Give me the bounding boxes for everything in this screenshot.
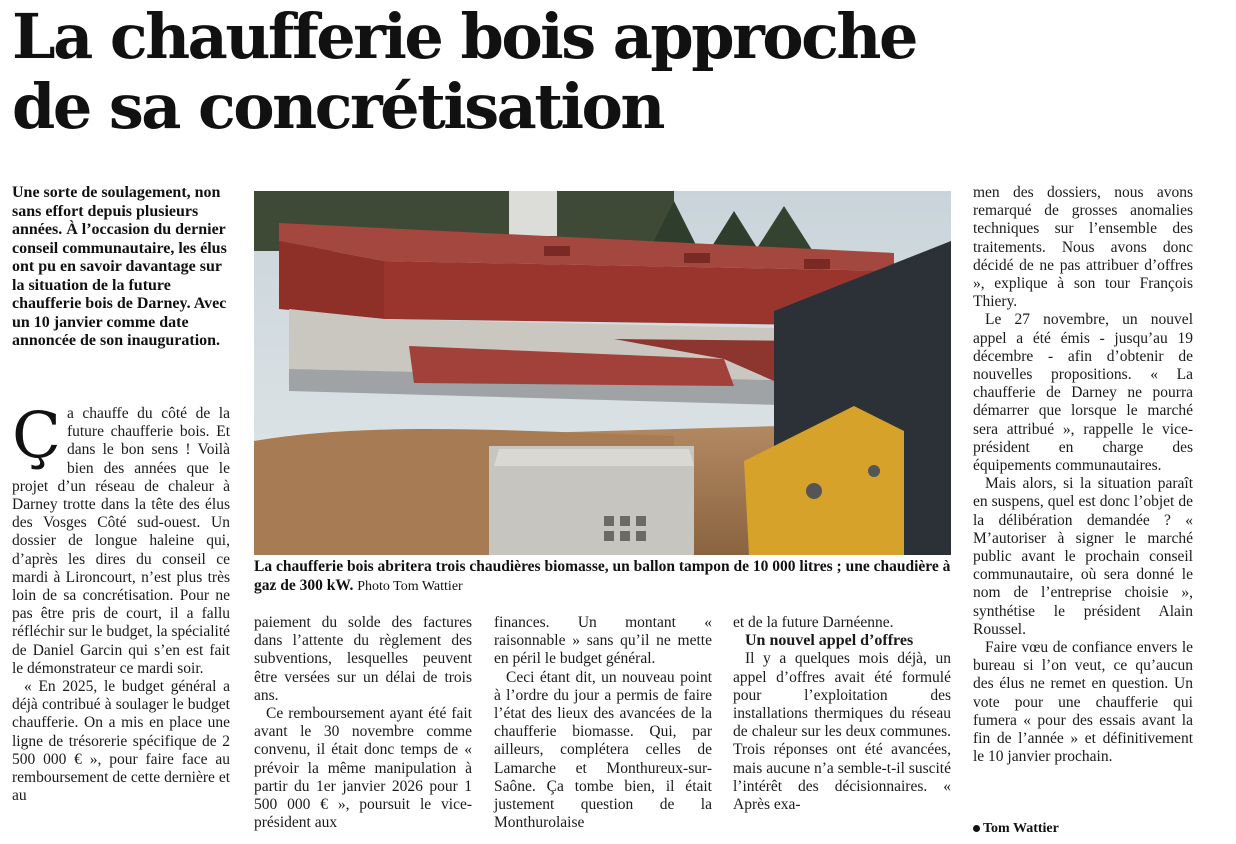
headline-line-2: de sa concrétisation xyxy=(12,70,663,143)
section-subheading: Un nouvel appel d’offres xyxy=(745,632,914,650)
column-5 xyxy=(973,184,1193,767)
column-2 xyxy=(254,614,472,832)
paragraph: Ceci étant dit, un nouveau point à l’ordre du jour a permis de faire l’état des lieux des avancées de la chaufferie biomasse. Qui, par ailleurs, complétera celles de Lamarche et Monthureux-sur-Saône. Ça tombe bien, il était justement question de la Monthurolaise xyxy=(494,668,712,832)
article-headline xyxy=(12,2,1222,142)
paragraph: finances. Un montant « raisonnable » sans qu’il ne mette en péril le budget général. xyxy=(494,614,712,668)
photo-credit: Photo Tom Wattier xyxy=(357,578,463,594)
column-3 xyxy=(494,614,712,832)
paragraph: « En 2025, le budget général a déjà contribué à soulager le budget chaufferie. On a mis en place une ligne de trésorerie spécifique de 2 500 000 € », pour faire face au remboursement de cette dernière et au xyxy=(12,678,230,805)
caption-text: La chaufferie bois abritera trois chaudières biomasse, un ballon tampon de 10 000 litres ; une chaudière à gaz de 300 kW. xyxy=(254,558,951,594)
drop-cap: Ç xyxy=(12,399,61,473)
paragraph: men des dossiers, nous avons remarqué de grosses anomalies techniques sur l’ensemble des traitements. Nous avons donc décidé de ne pas attribuer d’offres », explique à son tour François Thiery. xyxy=(973,184,1193,311)
paragraph: Ce remboursement ayant été fait avant le 30 novembre comme convenu, il était donc temps de « prévoir la même manipulation à partir du 1er janvier 2026 pour 1 500 000 € », poursuit le vice-président aux xyxy=(254,705,472,832)
column-1 xyxy=(12,399,230,805)
headline-line-1: La chaufferie bois approche xyxy=(12,0,916,73)
author-name: Tom Wattier xyxy=(983,821,1059,836)
paragraph: Mais alors, si la situation paraît en suspens, quel est donc l’objet de la délibération demandée ? « M’autoriser à signer le marché public avant le prochain conseil communautaire, où sera donné le nom de l’entreprise choisie », synthétise le président Alain Roussel. xyxy=(973,475,1193,638)
paragraph: paiement du solde des factures dans l’attente du règlement des subventions, lesquelles peuvent être versées sur un délai de trois ans. xyxy=(254,614,472,704)
bullet-icon xyxy=(973,825,980,832)
paragraph-text: a chauffe du côté de la future chaufferie bois. Et dans le bon sens ! Voilà bien des années que le projet d’un réseau de chaleur à Darney trotte dans la tête des élus des Vosges Côté sud-ouest. Un dossier de longue haleine qui, d’après les dires du conseil ce mardi à Lironcourt, n’est plus très loin de sa concrétisation. Pour ne pas être pris de court, il a fallu réfléchir sur le budget, la spécialité de Daniel Garcin qui s’en est fait le démonstrateur ce mardi soir. xyxy=(12,405,230,677)
photo-caption xyxy=(254,558,954,596)
paragraph: Faire vœu de confiance envers le bureau si l’on veut, ce qu’aucun des élus ne remet en question. Un vote pour une chaufferie qui fumera « pour des essais avant la fin de l’année » et définitivement le 10 janvier prochain. xyxy=(973,639,1193,766)
paragraph: et de la future Darnéenne. xyxy=(733,614,894,631)
article-lead: Une sorte de soulagement, non sans effort depuis plusieurs années. À l’occasion du dernier conseil communautaire, les élus ont pu en savoir davantage sur la situation de la future chaufferie bois de Darney. Avec un 10 janvier comme date annoncée de son inauguration. xyxy=(12,184,227,349)
author-byline xyxy=(973,821,1059,837)
paragraph xyxy=(12,399,230,678)
paragraph: Il y a quelques mois déjà, un appel d’offres avait été formulé pour l’exploitation des installations thermiques du réseau de chaleur sur les deux communes. Trois réponses ont été avancées, mais aucune n’a semble-t-il suscité l’intérêt des décisionnaires. « Après exa- xyxy=(733,650,951,814)
column-4 xyxy=(733,614,951,814)
paragraph: Le 27 novembre, un nouvel appel a été émis - jusqu’au 19 décembre - afin d’obtenir de nouvelles propositions. « La chaufferie de Darney ne pourra démarrer que lorsque le marché sera attribué », rappelle le vice-président en charge des équipements communautaires. xyxy=(973,311,1193,475)
chaufferie-construction-photo xyxy=(254,191,951,555)
article-photo xyxy=(254,191,951,555)
